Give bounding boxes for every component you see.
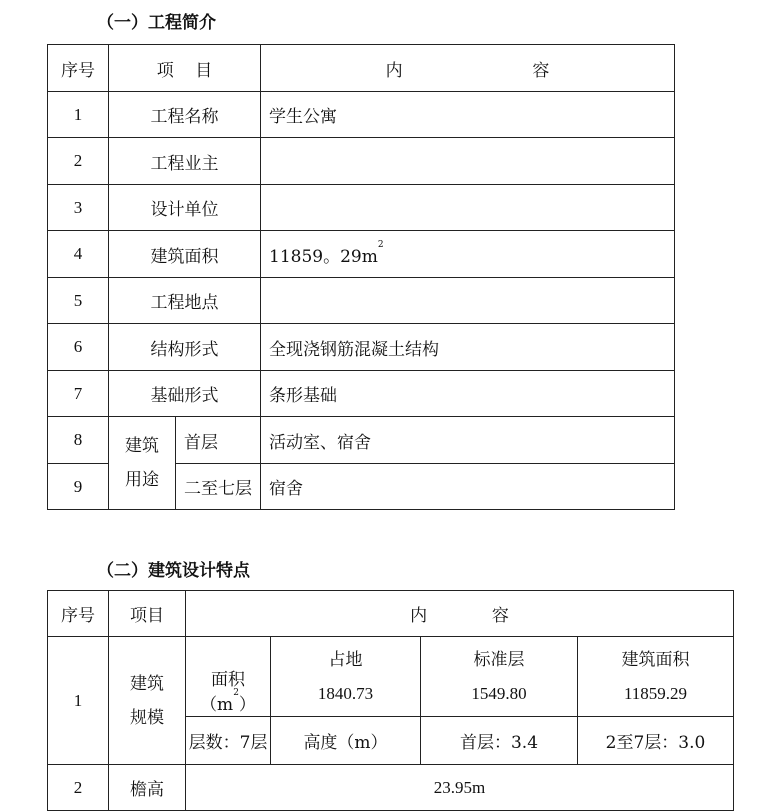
row-seq: 5 <box>48 278 109 324</box>
table-row <box>48 231 675 278</box>
row-item: 建筑面积 <box>109 231 261 278</box>
header-seq: 序号 <box>48 45 109 92</box>
scale-label-line1: 建筑 <box>130 673 164 694</box>
table-row <box>48 278 675 324</box>
row-content <box>261 185 675 231</box>
usage-floor: 二至七层 <box>176 464 261 510</box>
row-content: 条形基础 <box>261 371 675 417</box>
table-row <box>48 637 734 717</box>
row-content <box>261 231 675 278</box>
area-value: 11859。29m <box>269 246 378 267</box>
usage-label-line2: 用途 <box>125 470 159 490</box>
row-content: 宿舍 <box>261 464 675 510</box>
row-content: 活动室、宿舍 <box>261 417 675 464</box>
row-seq: 7 <box>48 371 109 417</box>
row-item: 设计单位 <box>109 185 261 231</box>
scale-label <box>109 637 186 765</box>
floor-count: 层数：7层 <box>186 717 271 765</box>
footprint-label: 占地 <box>328 649 363 670</box>
row-seq: 8 <box>48 417 109 464</box>
area-label-text: 面积（m <box>200 670 245 715</box>
row-content <box>261 138 675 185</box>
upper-floors-height: 2至7层：3.0 <box>578 717 734 765</box>
section2-heading: （二）建筑设计特点 <box>97 561 250 581</box>
table-row <box>48 417 675 464</box>
table-row <box>48 324 675 371</box>
header-content: 内 容 <box>261 45 675 92</box>
row-seq: 1 <box>48 92 109 138</box>
header-item: 项目 <box>109 591 186 637</box>
area-unit-superscript: 2 <box>377 239 384 250</box>
height-label: 高度（m） <box>271 717 421 765</box>
project-overview-table <box>47 44 675 510</box>
first-floor-height: 首层：3.4 <box>421 717 578 765</box>
total-area-label: 建筑面积 <box>621 649 690 670</box>
usage-label-line1: 建筑 <box>125 436 159 456</box>
row-seq: 1 <box>48 637 109 765</box>
table-row <box>48 765 734 811</box>
area-label <box>186 637 271 717</box>
row-content: 学生公寓 <box>261 92 675 138</box>
row-item: 工程地点 <box>109 278 261 324</box>
row-seq: 6 <box>48 324 109 371</box>
standard-floor-cell <box>421 637 578 717</box>
total-area-cell <box>578 637 734 717</box>
table-header-row <box>48 591 734 637</box>
row-seq: 4 <box>48 231 109 278</box>
area-label-superscript: 2 <box>233 688 239 698</box>
row-item: 工程业主 <box>109 138 261 185</box>
eave-height-value: 23.95m <box>186 765 734 811</box>
row-content <box>261 278 675 324</box>
header-item: 项 目 <box>109 45 261 92</box>
standard-floor-label: 标准层 <box>473 649 525 670</box>
row-seq: 3 <box>48 185 109 231</box>
footprint-value: 1840.73 <box>317 683 374 703</box>
row-seq: 2 <box>48 765 109 811</box>
usage-floor: 首层 <box>176 417 261 464</box>
standard-floor-value: 1549.80 <box>471 683 527 703</box>
header-content: 内 容 <box>186 591 734 637</box>
total-area-value: 11859.29 <box>623 683 688 703</box>
design-features-table <box>47 590 734 811</box>
table-row <box>48 185 675 231</box>
row-item: 结构形式 <box>109 324 261 371</box>
header-seq: 序号 <box>48 591 109 637</box>
table-row <box>48 92 675 138</box>
row-item: 工程名称 <box>109 92 261 138</box>
section1-heading: （一）工程简介 <box>97 13 216 33</box>
footprint-cell <box>271 637 421 717</box>
row-item: 基础形式 <box>109 371 261 417</box>
row-item: 檐高 <box>109 765 186 811</box>
table-header-row <box>48 45 675 92</box>
area-label-end: ） <box>238 695 256 715</box>
row-seq: 2 <box>48 138 109 185</box>
table-row <box>48 371 675 417</box>
row-seq: 9 <box>48 464 109 510</box>
usage-label <box>109 417 176 510</box>
scale-label-line2: 规模 <box>130 707 164 728</box>
row-content: 全现浇钢筋混凝土结构 <box>261 324 675 371</box>
table-row <box>48 138 675 185</box>
